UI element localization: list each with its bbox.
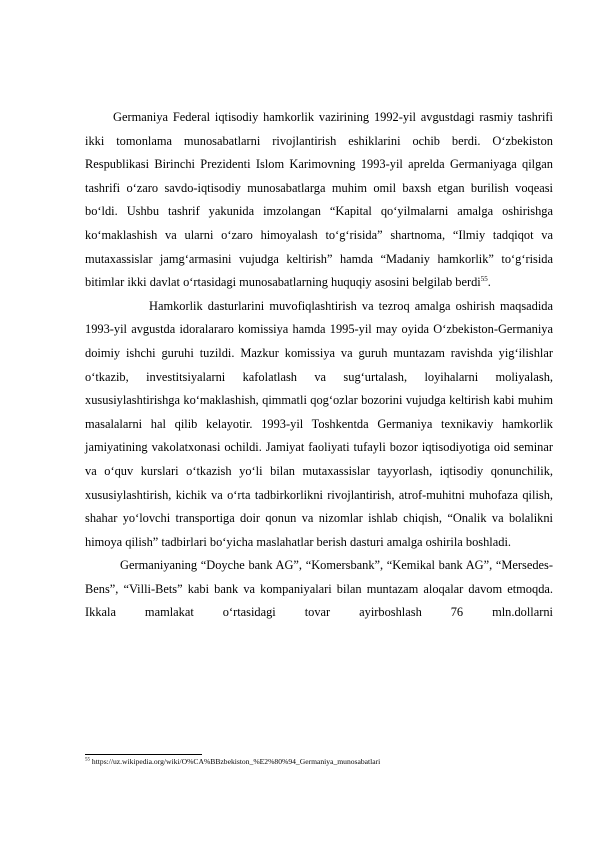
footnote-link[interactable]: https://uz.wikipedia.org/wiki/O%CA%BBzbekiston_%E2%80%94_Germaniya_munosabatlari <box>90 757 381 766</box>
document-body <box>85 106 553 620</box>
footnote-number: 55 <box>85 757 90 763</box>
paragraph-1-text: Germaniya Federal iqtisodiy hamkorlik vazirining 1992-yil avgustdagi rasmiy tashrifi ikki tomonlama munosabatlarni rivojlantirish eshiklarini ochib berdi. O‘zbekiston Respublikasi Birinchi Prezidenti Islom Karimovning 1993-yil aprelda Germaniyaga qilgan tashrifi o‘zaro savdo-iqtisodiy munosabatlarga muhim omil baxsh etgan burilish voqeasi bo‘ldi. Ushbu tashrif yakunida imzolangan “Kapital qo‘yilmalarni amalga oshirishga ko‘maklashish va ularni o‘zaro himoyalash to‘g‘risida” shartnoma, “Ilmiy tadqiqot va mutaxassislar jamg‘armasini vujudga keltirish” hamda “Madaniy hamkorlik” to‘g‘risida bitimlar ikki davlat o‘rtasidagi munosabatlarning huquqiy asosini belgilab berdi <box>85 110 553 290</box>
footnote <box>85 757 553 767</box>
paragraph-3: Germaniyaning “Doyche bank AG”, “Komersbank”, “Kemikal bank AG”, “Mersedes-Bens”, “Villi-Bets” kabi bank va kompaniyalari bilan muntazam aloqalar davom etmoqda. Ikkala mamlakat o‘rtasidagi tovar ayirboshlash 76 mln.dollarni <box>85 558 553 620</box>
footnote-separator <box>85 754 202 755</box>
footnote-reference[interactable]: 55 <box>480 275 488 284</box>
paragraph-1 <box>85 106 553 295</box>
paragraph-1-end: . <box>487 275 491 290</box>
paragraph-2: Hamkorlik dasturlarini muvofiqlashtirish va tezroq amalga oshirish maqsadida 1993-yil avgustda idoralararo komissiya hamda 1995-yil may oyida O‘zbekiston-Germaniya doimiy ishchi guruhi tuzildi. Mazkur komissiya va guruh muntazam ravishda yig‘ilishlar o‘tkazib, investitsiyalarni kafolatlash va sug‘urtalash, loyihalarni moliyalash, xususiylashtirishga ko‘maklashish, qimmatli qog‘ozlar bozorini vujudga keltirish kabi muhim masalalarni hal qilib kelayotir. 1993-yil Toshkentda Germaniya texnikaviy hamkorlik jamiyatining vakolatxonasi ochildi. Jamiyat faoliyati tufayli bozor iqtisodiyotiga oid seminar va o‘quv kurslari o‘tkazish yo‘li bilan mutaxassislar tayyorlash, iqtisodiy qonunchilik, xususiylashtirish, kichik va o‘rta tadbirkorlikni rivojlantirish, atrof-muhitni muhofaza qilish, shahar yo‘lovchi transportiga doir qonun va nizomlar ishlab chiqish, “Onalik va bolalikni himoya qilish” tadbirlari bo‘yicha maslahatlar berish dasturi amalga oshirila boshladi. <box>85 298 553 549</box>
